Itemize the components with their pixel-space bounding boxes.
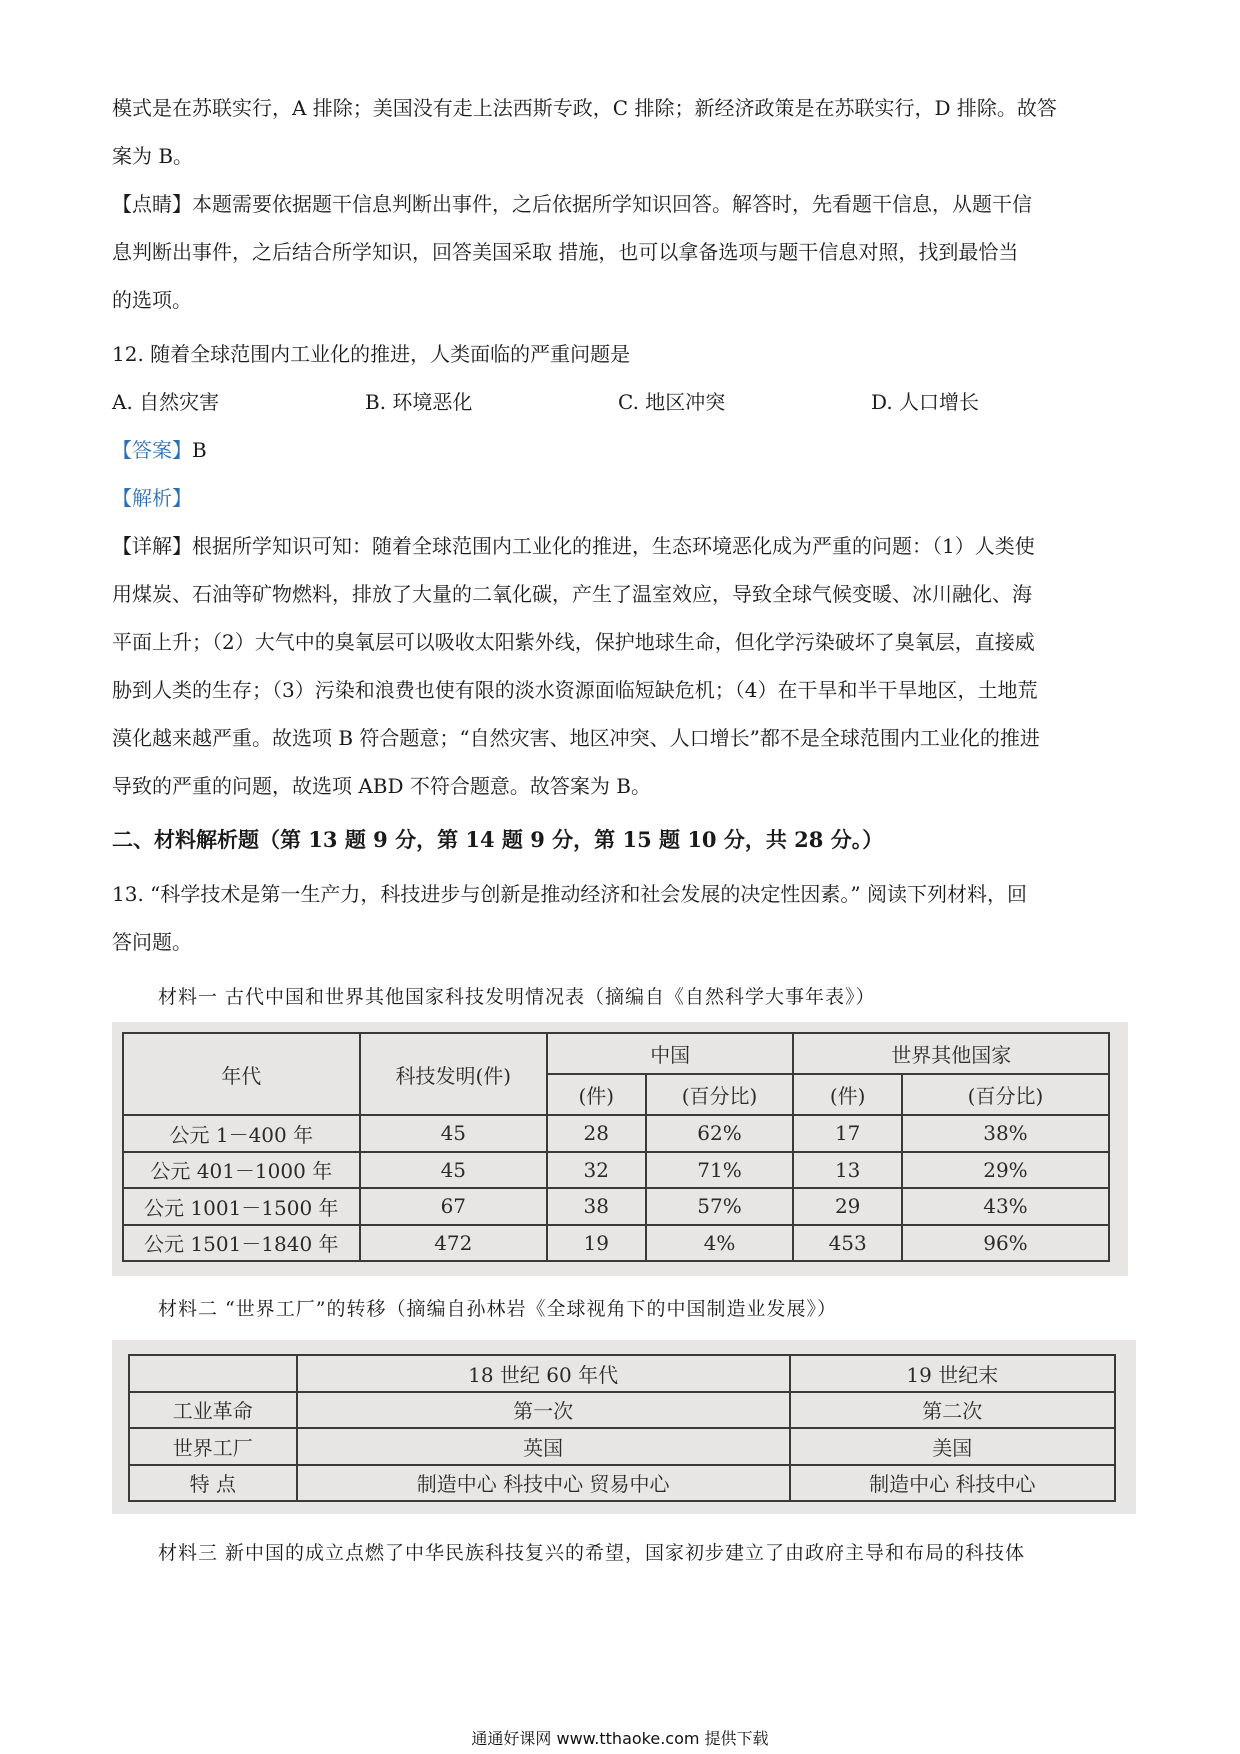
answer-line <box>112 436 207 464</box>
paragraph-line: 案为 B。 <box>112 144 194 168</box>
table-row <box>123 1115 1109 1151</box>
tip-line: 息判断出事件，之后结合所学知识，回答美国采取 措施，也可以拿备选项与题干信息对照，找到最恰当 <box>112 240 1019 264</box>
total-cell: 45 <box>360 1115 547 1151</box>
detail-line <box>112 532 1035 560</box>
world-percent-cell: 43% <box>902 1188 1109 1224</box>
header-world: 世界其他国家 <box>793 1033 1109 1074</box>
question-12-stem: 12. 随着全球范围内工业化的推进，人类面临的严重问题是 <box>112 342 631 366</box>
option-c: C. 地区冲突 <box>618 390 726 414</box>
tip-text: 本题需要依据题干信息判断出事件，之后依据所学知识回答。解答时，先看题干信息，从题干信 <box>192 192 1032 216</box>
material-2-caption: 材料二 “世界工厂”的转移（摘编自孙林岩《全球视角下的中国制造业发展》） <box>158 1298 837 1320</box>
world-count-cell: 453 <box>793 1225 901 1261</box>
detail-line: 漠化越来越严重。故选项 B 符合题意；“自然灾害、地区冲突、人口增长”都不是全球范围内工业化的推进 <box>112 726 1040 750</box>
option-a: A. 自然灾害 <box>112 390 220 414</box>
blank-cell <box>129 1355 297 1392</box>
detail-text: 根据所学知识可知：随着全球范围内工业化的推进，生态环境恶化成为严重的问题：（1）人类使 <box>192 534 1035 558</box>
era-cell: 公元 1001－1500 年 <box>123 1188 360 1224</box>
question-12-options <box>112 388 1124 416</box>
table-row <box>129 1392 1115 1429</box>
world-count-cell: 17 <box>793 1115 901 1151</box>
cell: 第二次 <box>790 1392 1115 1429</box>
row-label: 工业革命 <box>129 1392 297 1429</box>
analysis-label: 【解析】 <box>112 486 192 510</box>
china-percent-cell: 62% <box>646 1115 794 1151</box>
world-percent-cell: 96% <box>902 1225 1109 1261</box>
header-china: 中国 <box>547 1033 793 1074</box>
china-count-cell: 28 <box>547 1115 646 1151</box>
material-2-table-image <box>112 1340 1136 1514</box>
header-world-percent: (百分比) <box>902 1074 1109 1115</box>
detail-line: 平面上升；（2）大气中的臭氧层可以吸收太阳紫外线，保护地球生命，但化学污染破坏了臭氧层，直接威 <box>112 630 1035 654</box>
table-row <box>129 1465 1115 1502</box>
china-count-cell: 38 <box>547 1188 646 1224</box>
total-cell: 472 <box>360 1225 547 1261</box>
total-cell: 67 <box>360 1188 547 1224</box>
tip-label: 【点睛】 <box>112 192 192 216</box>
world-percent-cell: 38% <box>902 1115 1109 1151</box>
world-count-cell: 13 <box>793 1152 901 1188</box>
material-1-table <box>122 1032 1110 1262</box>
china-count-cell: 19 <box>547 1225 646 1261</box>
detail-line: 用煤炭、石油等矿物燃料，排放了大量的二氧化碳，产生了温室效应，导致全球气候变暖、冰川融化、海 <box>112 582 1032 606</box>
total-cell: 45 <box>360 1152 547 1188</box>
page-footer: 通通好课网 www.tthaoke.com 提供下载 <box>471 1729 769 1748</box>
world-count-cell: 29 <box>793 1188 901 1224</box>
era-cell: 公元 1501－1840 年 <box>123 1225 360 1261</box>
row-label: 特 点 <box>129 1465 297 1502</box>
cell: 美国 <box>790 1428 1115 1465</box>
question-13-stem: 答问题。 <box>112 930 192 954</box>
era-cell: 公元 401－1000 年 <box>123 1152 360 1188</box>
table-row <box>123 1188 1109 1224</box>
china-percent-cell: 4% <box>646 1225 794 1261</box>
china-count-cell: 32 <box>547 1152 646 1188</box>
option-b: B. 环境恶化 <box>365 390 473 414</box>
header-world-count: (件) <box>793 1074 901 1115</box>
detail-label: 【详解】 <box>112 534 192 558</box>
tip-line <box>112 190 1032 218</box>
question-13-stem: 13. “科学技术是第一生产力，科技进步与创新是推动经济和社会发展的决定性因素。” 阅读下列材料，回 <box>112 882 1027 906</box>
header-inventions: 科技发明(件) <box>360 1033 547 1115</box>
header-china-count: (件) <box>547 1074 646 1115</box>
cell: 英国 <box>297 1428 790 1465</box>
detail-line: 导致的严重的问题，故选项 ABD 不符合题意。故答案为 B。 <box>112 774 651 798</box>
table-row <box>123 1225 1109 1261</box>
material-3-caption: 材料三 新中国的成立点燃了中华民族科技复兴的希望，国家初步建立了由政府主导和布局的科技体 <box>158 1542 1026 1564</box>
section-heading: 二、材料解析题（第 13 题 9 分，第 14 题 9 分，第 15 题 10 分，共 28 分。） <box>112 827 884 852</box>
china-percent-cell: 57% <box>646 1188 794 1224</box>
cell: 第一次 <box>297 1392 790 1429</box>
cell: 制造中心 科技中心 <box>790 1465 1115 1502</box>
row-label: 世界工厂 <box>129 1428 297 1465</box>
table-row <box>129 1428 1115 1465</box>
cell: 制造中心 科技中心 贸易中心 <box>297 1465 790 1502</box>
table-row <box>123 1152 1109 1188</box>
option-d: D. 人口增长 <box>871 390 980 414</box>
header-china-percent: (百分比) <box>646 1074 794 1115</box>
header-19th-century: 19 世纪末 <box>790 1355 1115 1392</box>
tip-line: 的选项。 <box>112 288 192 312</box>
era-cell: 公元 1－400 年 <box>123 1115 360 1151</box>
china-percent-cell: 71% <box>646 1152 794 1188</box>
material-2-table <box>128 1354 1116 1502</box>
answer-label: 【答案】 <box>112 438 192 462</box>
answer-value: B <box>192 438 207 462</box>
material-1-caption: 材料一 古代中国和世界其他国家科技发明情况表（摘编自《自然科学大事年表》） <box>158 986 876 1008</box>
material-1-table-image <box>112 1022 1128 1276</box>
header-era: 年代 <box>123 1033 360 1115</box>
detail-line: 胁到人类的生存；（3）污染和浪费也使有限的淡水资源面临短缺危机；（4）在干旱和半干旱地区，土地荒 <box>112 678 1038 702</box>
paragraph-line: 模式是在苏联实行，A 排除；美国没有走上法西斯专政，C 排除；新经济政策是在苏联实行，D 排除。故答 <box>112 96 1057 120</box>
world-percent-cell: 29% <box>902 1152 1109 1188</box>
header-18th-century: 18 世纪 60 年代 <box>297 1355 790 1392</box>
